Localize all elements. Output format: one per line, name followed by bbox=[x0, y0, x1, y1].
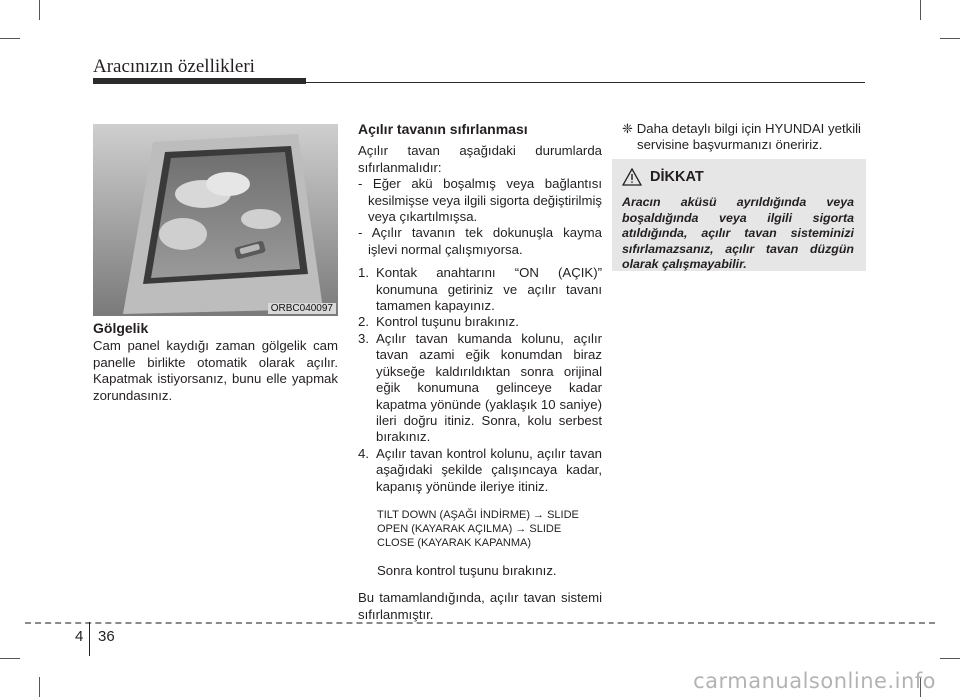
warning-icon bbox=[622, 168, 642, 186]
sequence-line: TILT DOWN (AŞAĞI İNDİRME) → SLIDE bbox=[377, 508, 579, 521]
crop-mark bbox=[940, 658, 960, 659]
page-number: 36 bbox=[98, 628, 115, 645]
sunroof-photo bbox=[93, 124, 338, 316]
condition-item: - Eğer akü boşalmış veya bağlantısı kesilmişse veya ilgili sigorta değiştirilmiş veya çıkartılmışsa. bbox=[358, 176, 602, 225]
footer-separator bbox=[89, 622, 90, 656]
left-column bbox=[93, 320, 338, 404]
crop-mark bbox=[39, 677, 40, 697]
reset-conclusion: Bu tamamlandığında, açılır tavan sistemi sıfırlanmıştır. bbox=[358, 590, 602, 622]
right-column bbox=[622, 121, 866, 154]
step-item bbox=[358, 314, 602, 330]
step-item bbox=[358, 331, 602, 446]
step-item bbox=[358, 446, 602, 495]
sequence-line: CLOSE (KAYARAK KAPANMA) bbox=[377, 536, 532, 549]
step-text: Kontrol tuşunu bırakınız. bbox=[376, 314, 519, 330]
reset-heading: Açılır tavanın sıfırlanması bbox=[358, 121, 528, 137]
release-text: Sonra kontrol tuşunu bırakınız. bbox=[377, 562, 557, 578]
image-code: ORBC040097 bbox=[268, 303, 336, 314]
chapter-number: 4 bbox=[75, 628, 84, 645]
shade-heading: Gölgelik bbox=[93, 320, 149, 336]
sunroof-illustration bbox=[93, 124, 338, 316]
middle-column bbox=[358, 121, 602, 623]
caution-title: DİKKAT bbox=[650, 169, 704, 185]
dealer-note: ❈ Daha detaylı bilgi için HYUNDAI yetkili servisine başvurmanızı öneririz. bbox=[622, 121, 861, 153]
footer-rule bbox=[25, 622, 935, 624]
step-text: Kontak anahtarını “ON (AÇIK)” konumuna getiriniz ve açılır tavanı tamamen kapayınız. bbox=[376, 265, 602, 314]
steps-list bbox=[358, 265, 602, 495]
reset-intro: Açılır tavan aşağıdaki durumlarda sıfırlanmalıdır: bbox=[358, 143, 602, 175]
watermark: carmanualsonline.info bbox=[693, 669, 936, 693]
step-number: 4. bbox=[358, 445, 369, 461]
step-item bbox=[358, 265, 602, 314]
shade-body: Cam panel kaydığı zaman gölgelik cam panelle birlikte otomatik olarak açılır. Kapatmak istiyorsanız, bunu elle yapmak zorundasınız. bbox=[93, 338, 338, 403]
step-text: Açılır tavan kumanda kolunu, açılır tavan azami eğik konumdan biraz yükseğe kaldırıldıktan sonra orijinal eğik konumuna gelinceye kadar kapatma yönünde (yaklaşık 10 saniye) ileri doğru itiniz. Sonra, kolu serbest bırakınız. bbox=[376, 330, 602, 445]
crop-mark bbox=[0, 658, 20, 659]
sequence-line: OPEN (KAYARAK AÇILMA) → SLIDE bbox=[377, 522, 562, 535]
section-title: Aracınızın özellikleri bbox=[93, 56, 255, 77]
condition-item: - Açılır tavanın tek dokunuşla kayma işlevi normal çalışmıyorsa. bbox=[358, 225, 602, 257]
crop-mark bbox=[0, 38, 20, 39]
crop-mark bbox=[920, 0, 921, 20]
caution-header bbox=[622, 168, 704, 186]
step-number: 2. bbox=[358, 314, 369, 330]
crop-mark bbox=[940, 38, 960, 39]
step-number: 1. bbox=[358, 265, 369, 281]
caution-box bbox=[612, 159, 866, 271]
caution-text: Aracın aküsü ayrıldığında veya boşaldığında veya ilgili sigorta atıldığında, açılır tavan sisteminizi sıfırlamazsanız, açılır tavan düzgün olarak çalışmayabilir. bbox=[622, 195, 854, 272]
step-number: 3. bbox=[358, 330, 369, 346]
crop-mark bbox=[39, 0, 40, 20]
header-rule bbox=[93, 82, 865, 83]
sequence-list bbox=[377, 508, 602, 550]
header-bar bbox=[93, 78, 306, 84]
step-text: Açılır tavan kontrol kolunu, açılır tavan aşağıdaki şekilde çalışıncaya kadar, kapanış yönünde ileriye itiniz. bbox=[376, 445, 602, 494]
